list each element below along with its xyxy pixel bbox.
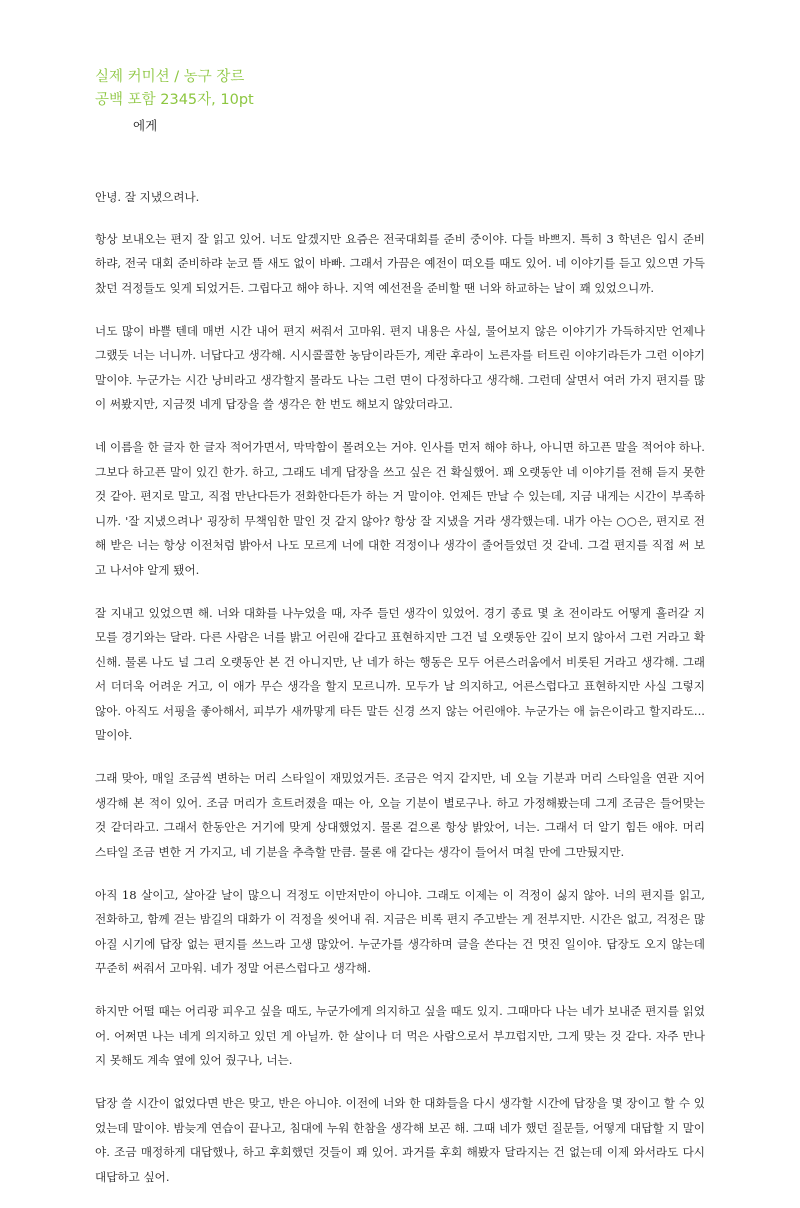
- header-title: 실제 커미션 / 농구 장르: [95, 69, 245, 85]
- letter-paragraph-6: 아직 18 살이고, 살아갈 날이 많으니 걱정도 이만저만이 아니야. 그래도 이제는 이 걱정이 싫지 않아. 너의 편지를 읽고, 전화하고, 함께 걷는 밤길의 대화가 이 걱정을 씻어내 줘. 지금은 비록 편지 주고받는 게 전부지만. 시간은 없고, 걱정은 많아질 시기에 답장 없는 편지를 쓰느라 고생 많았어. 누군가를 생각하며 글을 쓴다는 건 멋진 일이야. 답장도 오지 않는데 꾸준히 써줘서 고마워. 네가 정말 어른스럽다고 생각해.: [95, 887, 705, 975]
- letter-paragraph-4: 잘 지내고 있었으면 해. 너와 대화를 나누었을 때, 자주 들던 생각이 있었어. 경기 종료 몇 초 전이라도 어떻게 흘러갈 지 모를 경기와는 달라. 다른 사람은 너를 밝고 어린애 같다고 표현하지만 그건 널 오랫동안 깊이 보지 않아서 그런 거라고 확신해. 물론 나도 널 그리 오랫동안 본 건 아니지만, 난 네가 하는 행동은 모두 어른스러움에서 비롯된 거라고 생각해. 그래서 더더욱 어려운 거고, 이 애가 무슨 생각을 할지 모르니까. 모두가 날 의지하고, 어른스럽다고 표현하지만 사실 그렇지 않아. 아직도 서핑을 좋아해서, 피부가 새까맣게 타든 말든 신경 쓰지 않는 어린애야. 누군가는 애 늙은이라고 할지라도... 말이야.: [95, 605, 705, 742]
- header-subtitle: 공백 포함 2345자, 10pt: [95, 92, 254, 108]
- document-header: [95, 66, 254, 112]
- letter-body: [95, 185, 705, 1208]
- letter-paragraph-5: 그래 맞아, 매일 조금씩 변하는 머리 스타일이 재밌었거든. 조금은 억지 같지만, 네 오늘 기분과 머리 스타일을 연관 지어 생각해 본 적이 있어. 조금 머리가 흐트러졌을 때는 아, 오늘 기분이 별로구나. 하고 가정해봤는데 그게 조금은 들어맞는 것 같더라고. 그래서 한동안은 거기에 맞게 상대했었지. 물론 겉으론 항상 밝았어, 너는. 그래서 더 알기 힘든 애야. 머리 스타일 조금 변한 거 가지고, 네 기분을 추측할 만큼. 물론 애 같다는 생각이 들어서 며칠 만에 그만뒀지만.: [95, 771, 705, 859]
- letter-paragraph-8: 답장 쓸 시간이 없었다면 반은 맞고, 반은 아니야. 이전에 너와 한 대화들을 다시 생각할 시간에 답장을 몇 장이고 할 수 있었는데 말이야. 밤늦게 연습이 끝나고, 침대에 누워 한참을 생각해 보곤 해. 그때 네가 했던 질문들, 어떻게 대답할 지 말이야. 조금 매정하게 대답했나, 하고 후회했던 것들이 꽤 있어. 과거를 후회 해봤자 달라지는 건 없는데 이제 와서라도 다시 대답하고 싶어.: [95, 1096, 705, 1184]
- letter-paragraph-2: 너도 많이 바쁠 텐데 매번 시간 내어 편지 써줘서 고마워. 편지 내용은 사실, 물어보지 않은 이야기가 가득하지만 언제나 그랬듯 너는 너니까. 너답다고 생각해. 시시콜콜한 농담이라든가, 계란 후라이 노른자를 터트린 이야기라든가 그런 이야기 말이야. 누군가는 시간 낭비라고 생각할지 몰라도 나는 그런 면이 다정하다고 생각해. 그런데 살면서 여러 가지 편지를 많이 써봤지만, 지금껏 네게 답장을 쓸 생각은 한 번도 해보지 않았더라고.: [95, 323, 705, 411]
- letter-paragraph-3: 네 이름을 한 글자 한 글자 적어가면서, 막막함이 몰려오는 거야. 인사를 먼저 해야 하나, 아니면 하고픈 말을 적어야 하나. 그보다 하고픈 말이 있긴 한가. 하고, 그래도 네게 답장을 쓰고 싶은 건 확실했어. 꽤 오랫동안 네 이야기를 전해 듣지 못한 것 같아. 편지로 말고, 직접 만난다든가 전화한다든가 하는 거 말이야. 언제든 만날 수 있는데, 지금 내게는 시간이 부족하니까. '잘 지냈으려나' 굉장히 무책임한 말인 것 같지 않아? 항상 잘 지냈을 거라 생각했는데. 내가 아는 ○○은, 편지로 전해 받은 너는 항상 이전처럼 밝아서 나도 모르게 너에 대한 걱정이나 생각이 줄어들었던 것 같네. 그걸 편지를 직접 써 보고 나서야 알게 됐어.: [95, 440, 705, 577]
- letter-recipient: 에게: [133, 118, 158, 133]
- letter-paragraph-7: 하지만 어떨 때는 어리광 피우고 싶을 때도, 누군가에게 의지하고 싶을 때도 있지. 그때마다 나는 네가 보내준 편지를 읽었어. 어쩌면 나는 네게 의지하고 있던 게 아닐까. 한 살이나 더 먹은 사람으로서 부끄럽지만, 그게 맞는 것 같다. 자주 만나지 못해도 계속 옆에 있어 줬구나, 너는.: [95, 1004, 705, 1067]
- letter-greeting: 안녕. 잘 지냈으려나.: [95, 190, 200, 204]
- letter-paragraph-1: 항상 보내오는 편지 잘 읽고 있어. 너도 알겠지만 요즘은 전국대회를 준비 중이야. 다들 바쁘지. 특히 3 학년은 입시 준비하랴, 전국 대회 준비하랴 눈코 뜰 새도 없이 바빠. 그래서 가끔은 예전이 떠오를 때도 있어. 네 이야기를 듣고 있으면 가득 찼던 걱정들도 잊게 되었거든. 그립다고 해야 하나. 지역 예선전을 준비할 땐 너와 하교하는 날이 꽤 있었으니까.: [95, 231, 705, 295]
